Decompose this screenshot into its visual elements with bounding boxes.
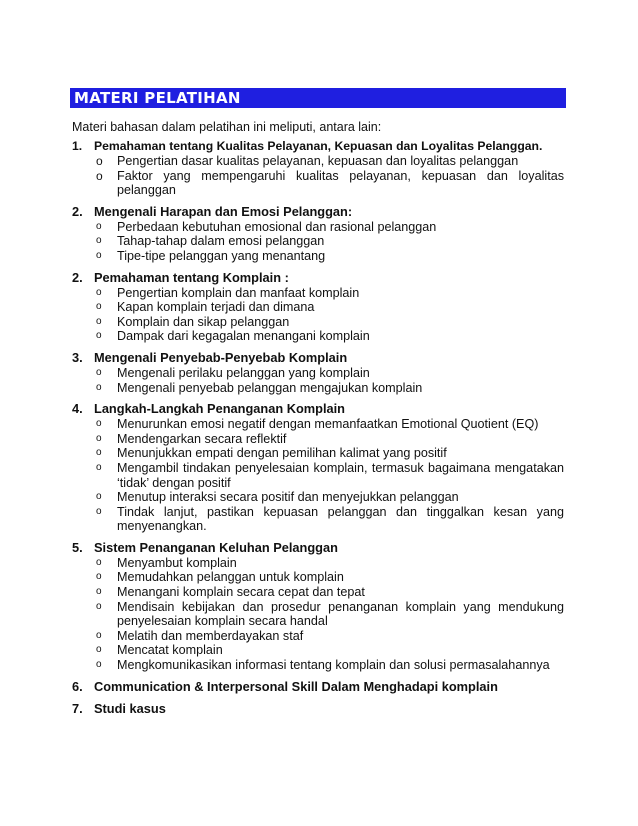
outline-section (72, 132, 564, 198)
circle-bullet-icon: o (96, 629, 102, 641)
section-heading (72, 344, 564, 366)
bullet-list (72, 366, 564, 395)
outline-section (72, 264, 564, 344)
section-number: 5. (72, 539, 83, 555)
list-item (96, 220, 564, 235)
bullet-list (72, 286, 564, 344)
section-title: Pemahaman tentang Kualitas Pelayanan, Kepuasan dan Loyalitas Pelanggan. (94, 139, 543, 153)
outline-section (72, 395, 564, 534)
list-item-text: Menutup interaksi secara positif dan menyejukkan pelanggan (117, 490, 459, 505)
section-heading (72, 673, 564, 695)
list-item-text: Pengertian komplain dan manfaat komplain (117, 285, 360, 300)
list-item (96, 505, 564, 534)
list-item-text: Tipe-tipe pelanggan yang menantang (117, 248, 326, 263)
list-item-text: Tahap-tahap dalam emosi pelanggan (117, 234, 325, 249)
list-item (96, 417, 564, 432)
list-item (96, 585, 564, 600)
outline-section (72, 344, 564, 395)
list-item (96, 600, 564, 629)
circle-bullet-icon: o (96, 571, 102, 583)
bullet-list (72, 556, 564, 673)
circle-bullet-icon: o (96, 600, 102, 612)
list-item (96, 234, 564, 249)
list-item (96, 556, 564, 571)
list-item-text: Melatih dan memberdayakan staf (117, 628, 304, 643)
circle-bullet-icon: o (96, 249, 102, 261)
section-heading (72, 695, 564, 717)
circle-bullet-icon: o (96, 644, 102, 656)
outline-section (72, 695, 564, 717)
circle-bullet-icon: o (96, 461, 102, 473)
circle-bullet-icon: o (96, 315, 102, 327)
outline-section (72, 198, 564, 264)
list-item-text: Pengertian dasar kualitas pelayanan, kepuasan dan loyalitas pelanggan (117, 154, 519, 168)
list-item (96, 329, 564, 344)
list-item (96, 629, 564, 644)
list-item-text: Perbedaan kebutuhan emosional dan rasional pelanggan (117, 219, 437, 234)
circle-bullet-icon: o (96, 432, 102, 444)
list-item-text: Faktor yang mempengaruhi kualitas pelayanan, kepuasan dan loyalitas pelanggan (117, 168, 564, 198)
section-title: Pemahaman tentang Komplain : (94, 269, 289, 285)
section-number: 4. (72, 401, 83, 417)
outline-section (72, 534, 564, 673)
list-item (96, 658, 564, 673)
list-item (96, 570, 564, 585)
list-item (96, 432, 564, 447)
section-title: Studi kasus (94, 700, 166, 716)
intro-text: Materi bahasan dalam pelatihan ini meliputi, antara lain: (72, 120, 382, 134)
circle-bullet-icon: o (96, 505, 102, 517)
list-item-text: Mengambil tindakan penyelesaian komplain, termasuk bagaimana mengatakan ‘tidak’ dengan positif (117, 460, 564, 490)
outline-section (72, 673, 564, 695)
section-title: Langkah-Langkah Penanganan Komplain (94, 401, 345, 417)
section-heading (72, 395, 564, 417)
list-item-text: Menangani komplain secara cepat dan tepat (117, 585, 365, 600)
list-item-text: Memudahkan pelanggan untuk komplain (117, 570, 344, 585)
section-number: 6. (72, 678, 83, 694)
list-item-text: Kapan komplain terjadi dan dimana (117, 300, 315, 315)
list-item (96, 490, 564, 505)
list-item-text: Mencatat komplain (117, 643, 223, 658)
circle-bullet-icon: o (96, 154, 103, 168)
list-item-text: Mengenali perilaku pelanggan yang komplain (117, 365, 370, 380)
circle-bullet-icon: o (96, 586, 102, 598)
list-item (96, 446, 564, 461)
section-title: Mengenali Penyebab-Penyebab Komplain (94, 349, 348, 365)
list-item-text: Mendisain kebijakan dan prosedur penanganan komplain yang mendukung penyelesaian komplain secara handal (117, 599, 564, 629)
list-item (96, 315, 564, 330)
list-item-text: Menunjukkan empati dengan pemilihan kalimat yang positif (117, 446, 447, 461)
training-outline (72, 132, 564, 717)
circle-bullet-icon: o (96, 301, 102, 313)
circle-bullet-icon: o (96, 366, 102, 378)
circle-bullet-icon: o (96, 168, 103, 183)
list-item-text: Mengenali penyebab pelanggan mengajukan komplain (117, 380, 423, 395)
section-heading (72, 534, 564, 556)
list-item-text: Menurunkan emosi negatif dengan memanfaatkan Emotional Quotient (EQ) (117, 417, 539, 432)
circle-bullet-icon: o (96, 235, 102, 247)
circle-bullet-icon: o (96, 447, 102, 459)
list-item (96, 300, 564, 315)
circle-bullet-icon: o (96, 220, 102, 232)
bullet-list (72, 417, 564, 534)
list-item (96, 366, 564, 381)
section-heading (72, 198, 564, 220)
bullet-list (72, 154, 564, 198)
list-item-text: Tindak lanjut, pastikan kepuasan pelanggan dan tinggalkan kesan yang menyenangkan. (117, 504, 564, 534)
section-number: 3. (72, 349, 83, 365)
list-item (96, 169, 564, 198)
circle-bullet-icon: o (96, 286, 102, 298)
section-header-title: MATERI PELATIHAN (74, 89, 241, 107)
list-item (96, 381, 564, 396)
list-item (96, 286, 564, 301)
list-item (96, 643, 564, 658)
circle-bullet-icon: o (96, 556, 102, 568)
list-item (96, 249, 564, 264)
circle-bullet-icon: o (96, 330, 102, 342)
section-title: Sistem Penanganan Keluhan Pelanggan (94, 539, 338, 555)
section-title: Mengenali Harapan dan Emosi Pelanggan: (94, 203, 353, 219)
section-heading (72, 132, 564, 154)
circle-bullet-icon: o (96, 418, 102, 430)
section-number: 2. (72, 203, 83, 219)
section-number: 1. (72, 139, 83, 153)
list-item (96, 461, 564, 490)
list-item-text: Mendengarkan secara reflektif (117, 431, 287, 446)
list-item-text: Dampak dari kegagalan menangani komplain (117, 329, 370, 344)
list-item (96, 154, 564, 169)
section-title: Communication & Interpersonal Skill Dalam Menghadapi komplain (94, 678, 498, 694)
list-item-text: Mengkomunikasikan informasi tentang komplain dan solusi permasalahannya (117, 658, 550, 673)
section-heading (72, 264, 564, 286)
list-item-text: Menyambut komplain (117, 555, 237, 570)
circle-bullet-icon: o (96, 659, 102, 671)
circle-bullet-icon: o (96, 381, 102, 393)
list-item-text: Komplain dan sikap pelanggan (117, 314, 290, 329)
section-number: 7. (72, 700, 83, 716)
section-number: 2. (72, 269, 83, 285)
bullet-list (72, 220, 564, 264)
circle-bullet-icon: o (96, 491, 102, 503)
